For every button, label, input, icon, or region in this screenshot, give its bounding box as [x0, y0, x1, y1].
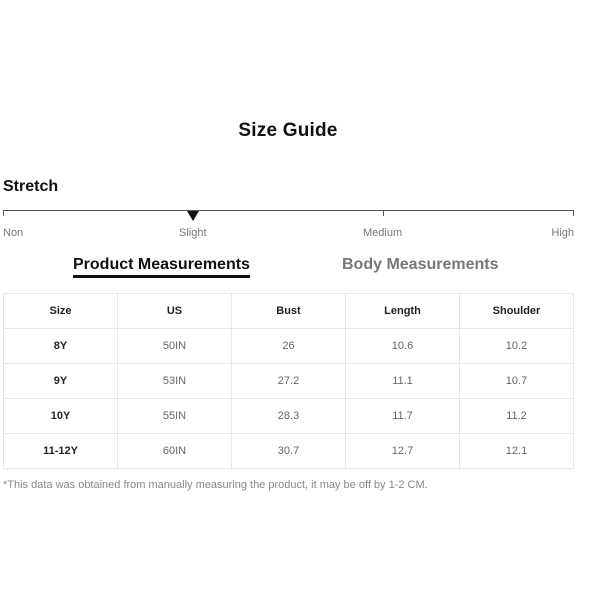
tab-product-measurements[interactable]: Product Measurements — [73, 256, 250, 278]
stretch-heading: Stretch — [3, 178, 59, 195]
stretch-label-medium: Medium — [363, 227, 403, 239]
cell-size: 10Y — [4, 399, 118, 434]
measurement-tabs — [0, 256, 576, 282]
cell-length: 11.1 — [346, 364, 460, 399]
size-table — [3, 293, 574, 469]
measurement-note: *This data was obtained from manually measuring the product, it may be off by 1-2 CM. — [3, 479, 428, 491]
cell-shoulder: 10.2 — [460, 329, 574, 364]
stretch-marker-triangle-icon — [187, 211, 199, 221]
stretch-tick-high — [573, 210, 574, 216]
table-row — [4, 364, 574, 399]
header-size: Size — [4, 294, 118, 329]
table-row — [4, 434, 574, 469]
cell-shoulder: 12.1 — [460, 434, 574, 469]
table-header-row — [4, 294, 574, 329]
header-us: US — [118, 294, 232, 329]
cell-size: 8Y — [4, 329, 118, 364]
cell-length: 10.6 — [346, 329, 460, 364]
tab-body-measurements[interactable]: Body Measurements — [342, 256, 499, 273]
stretch-label-slight: Slight — [179, 227, 207, 239]
stretch-tick-medium — [383, 210, 384, 216]
stretch-label-high: High — [551, 227, 574, 239]
cell-bust: 27.2 — [232, 364, 346, 399]
cell-us: 55IN — [118, 399, 232, 434]
header-bust: Bust — [232, 294, 346, 329]
table-row — [4, 399, 574, 434]
cell-us: 60IN — [118, 434, 232, 469]
stretch-scale — [3, 210, 574, 246]
page-title: Size Guide — [238, 120, 338, 141]
header-length: Length — [346, 294, 460, 329]
cell-size: 9Y — [4, 364, 118, 399]
cell-shoulder: 11.2 — [460, 399, 574, 434]
cell-length: 11.7 — [346, 399, 460, 434]
cell-bust: 30.7 — [232, 434, 346, 469]
cell-bust: 28.3 — [232, 399, 346, 434]
stretch-scale-line — [3, 210, 574, 211]
table-row — [4, 329, 574, 364]
header-shoulder: Shoulder — [460, 294, 574, 329]
cell-size: 11-12Y — [4, 434, 118, 469]
cell-us: 50IN — [118, 329, 232, 364]
cell-bust: 26 — [232, 329, 346, 364]
stretch-label-non: Non — [3, 227, 24, 239]
cell-us: 53IN — [118, 364, 232, 399]
stretch-tick-non — [3, 210, 4, 216]
cell-shoulder: 10.7 — [460, 364, 574, 399]
cell-length: 12.7 — [346, 434, 460, 469]
